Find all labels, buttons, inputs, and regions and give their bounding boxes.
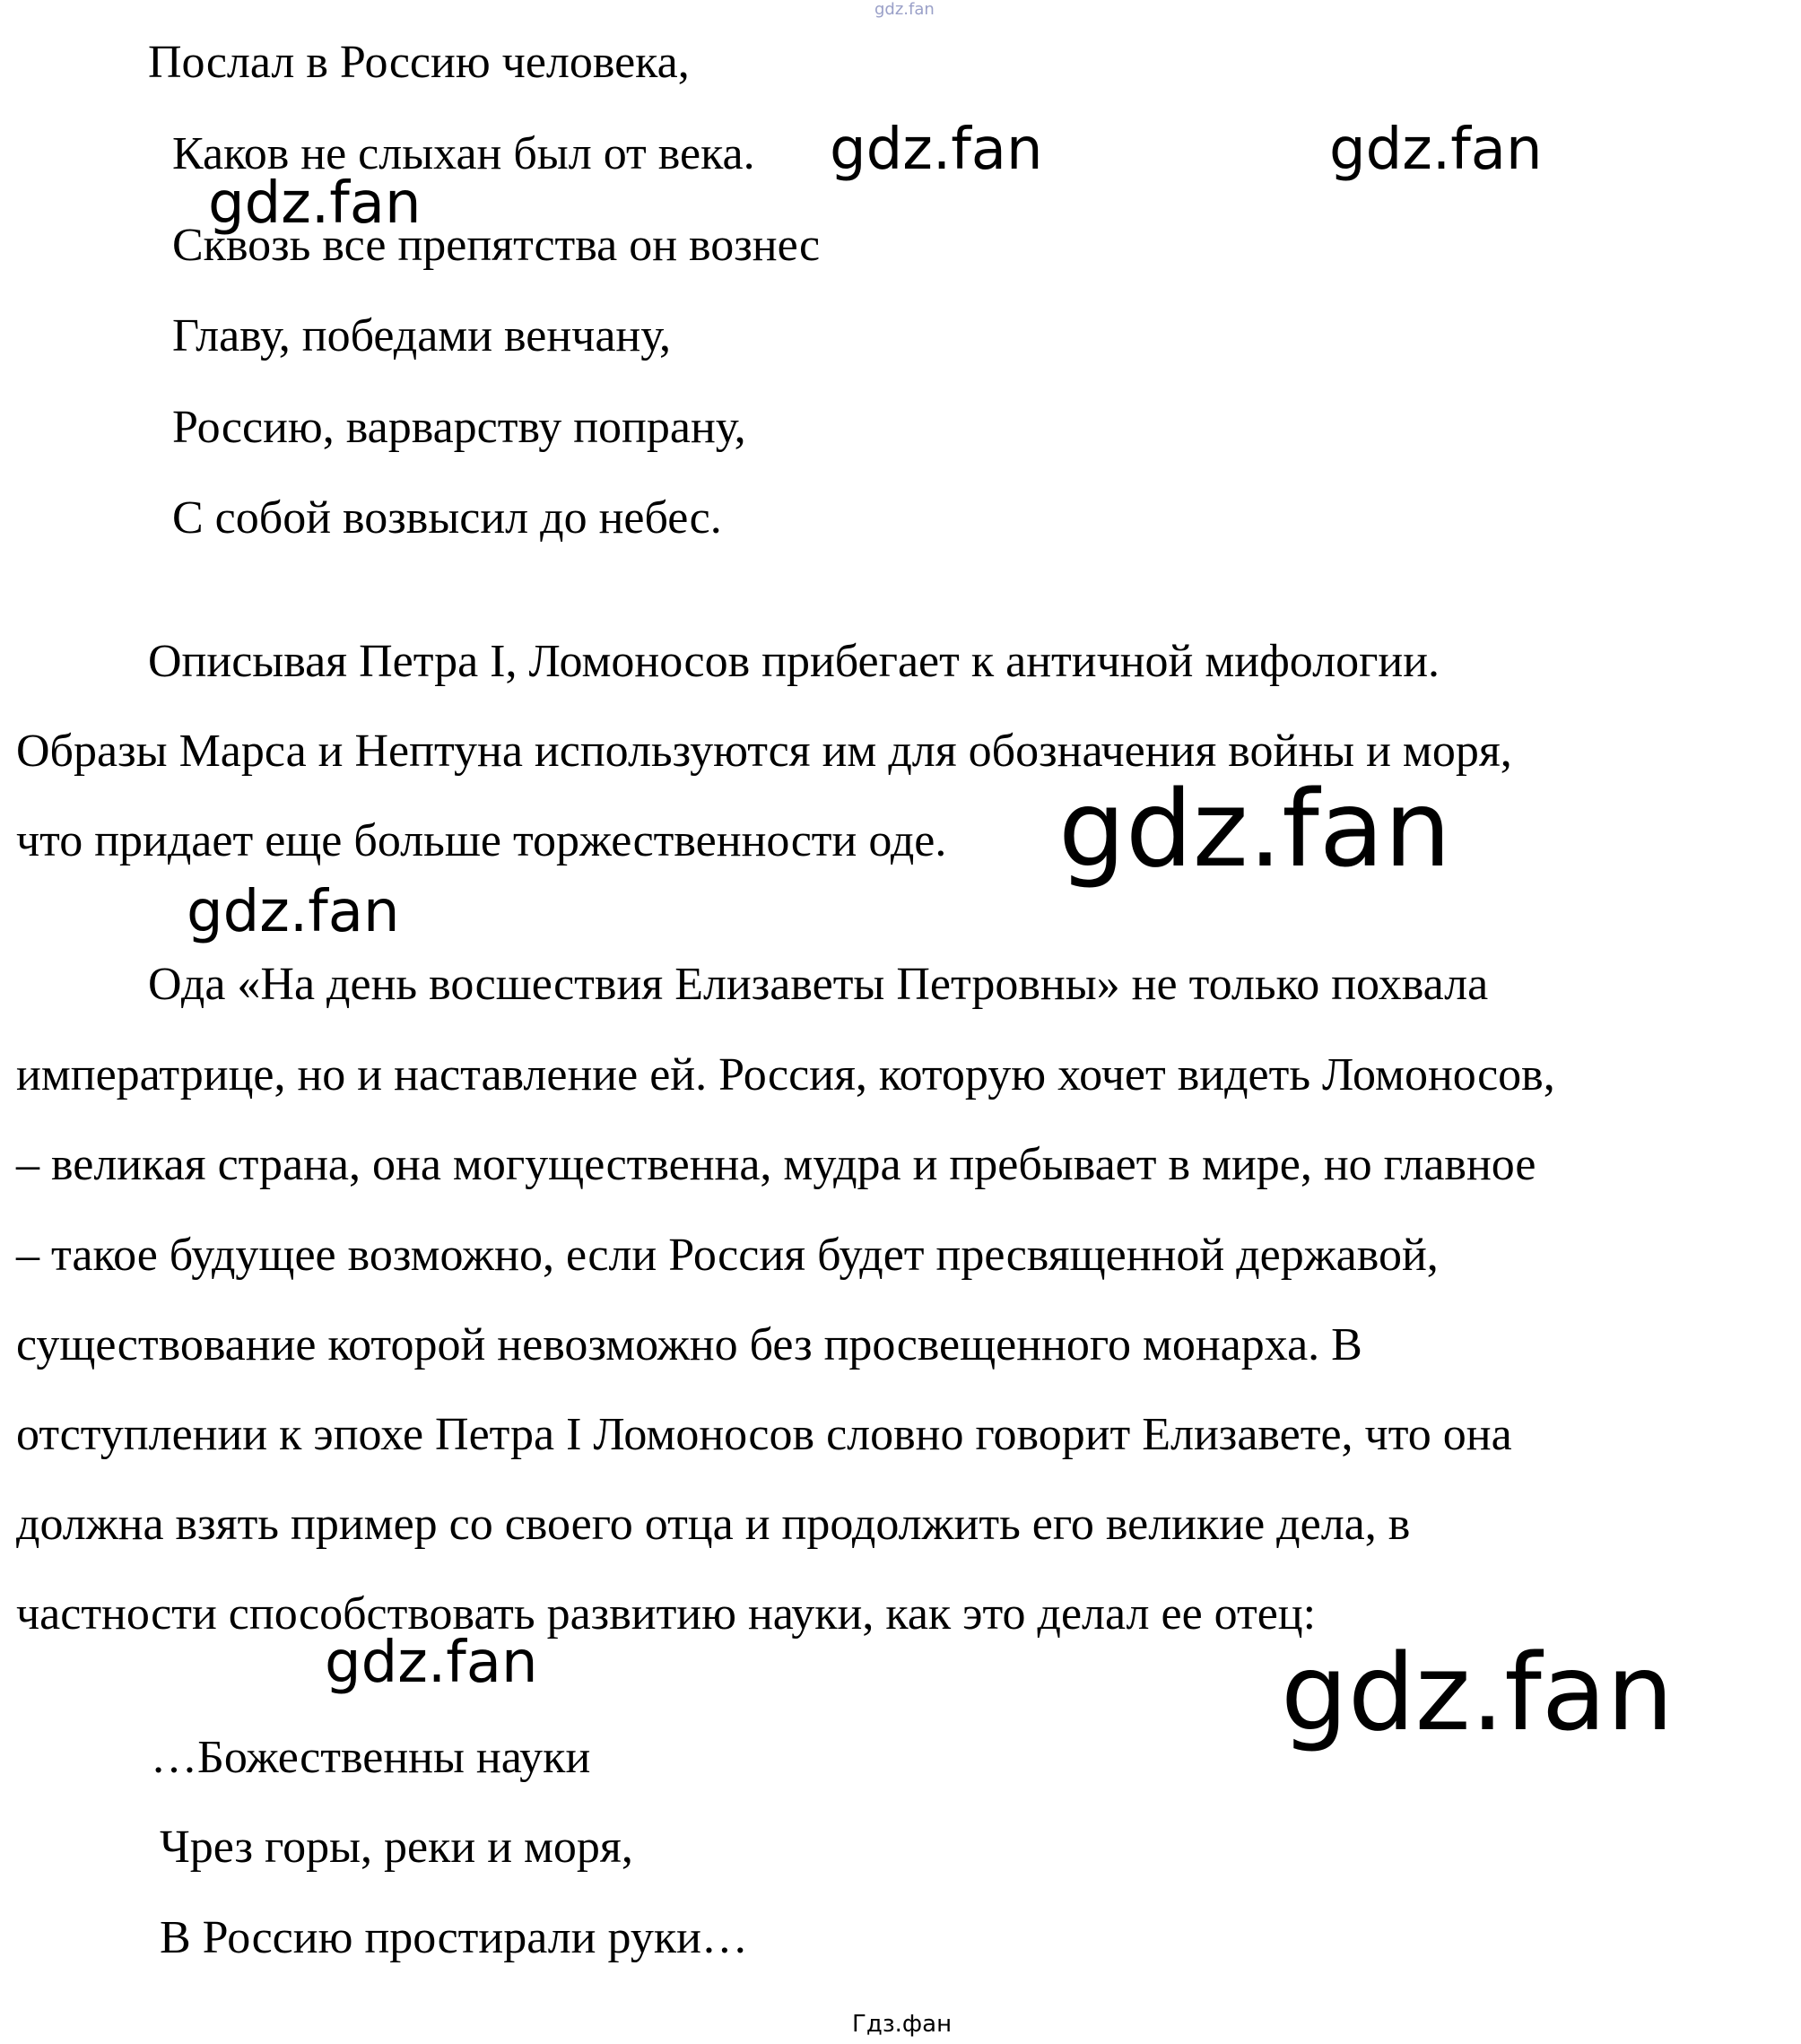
paragraph2-line: частности способствовать развитию науки, как это делал ее отец: — [16, 1588, 1317, 1640]
poem2-line: …Божественны науки — [151, 1732, 591, 1783]
poem1-line: Каков не слыхан был от века. — [172, 128, 755, 179]
watermark: gdz.fan — [187, 879, 400, 945]
poem1-line: Главу, победами венчану, — [172, 310, 672, 361]
paragraph2-line: императрице, но и наставление ей. Россия, которую хочет видеть Ломоносов, — [16, 1049, 1555, 1100]
paragraph2-line: Ода «На день восшествия Елизаветы Петровны» не только похвала — [148, 959, 1489, 1010]
poem1-line: Россию, варварству попрану, — [172, 402, 746, 453]
poem1-line: С собой возвысил до небес. — [172, 492, 722, 544]
poem2-line: В Россию простирали руки… — [160, 1912, 748, 1963]
paragraph2-line: – великая страна, она могущественна, мудра и пребывает в мире, но главное — [16, 1139, 1536, 1190]
poem2-line: Чрез горы, реки и моря, — [160, 1822, 633, 1873]
watermark: gdz.fan — [830, 117, 1043, 183]
paragraph1-line: что придает еще больше торжественности оде. — [16, 815, 947, 866]
watermark-top: gdz.fan — [874, 0, 935, 19]
paragraph2-line: – такое будущее возможно, если Россия будет пресвященной державой, — [16, 1230, 1439, 1281]
paragraph2-line: должна взять пример со своего отца и продолжить его великие дела, в — [16, 1499, 1411, 1550]
watermark: gdz.fan — [208, 170, 422, 237]
watermark: gdz.fan — [1281, 1631, 1674, 1754]
paragraph1-line: Описывая Петра I, Ломоносов прибегает к античной мифологии. — [148, 636, 1440, 687]
paragraph2-line: существование которой невозможно без просвещенного монарха. В — [16, 1319, 1362, 1370]
watermark: gdz.fan — [1058, 767, 1451, 891]
poem1-line: Сквозь все препятства он вознес — [172, 220, 821, 271]
page-footer: Гдз.фан — [852, 2011, 953, 2038]
watermark: gdz.fan — [325, 1630, 538, 1696]
watermark: gdz.fan — [1329, 117, 1543, 183]
paragraph2-line: отступлении к эпохе Петра I Ломоносов словно говорит Елизавете, что она — [16, 1409, 1512, 1460]
poem1-line: Послал в Россию человека, — [148, 37, 690, 88]
paragraph1-line: Образы Марса и Нептуна используются им для обозначения войны и моря, — [16, 726, 1512, 777]
